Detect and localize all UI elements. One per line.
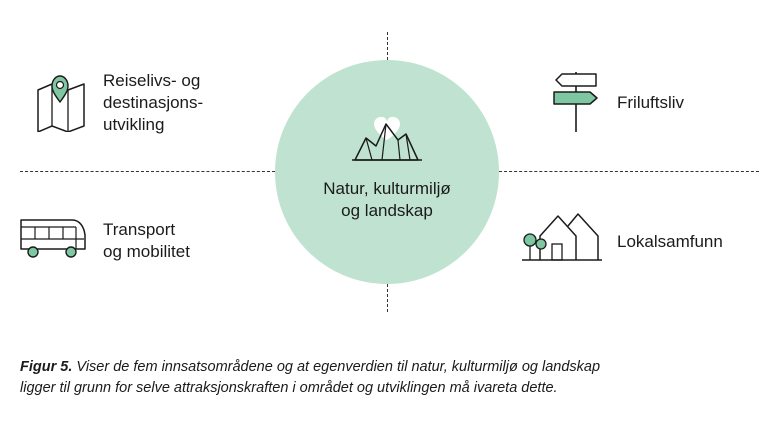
- signpost-icon: [550, 70, 602, 134]
- area-label-line: Reiselivs- og: [103, 71, 201, 90]
- center-circle: [275, 60, 499, 284]
- area-label-line: Transport: [103, 220, 176, 239]
- area-label-line: destinasjons-: [103, 93, 204, 112]
- figure-caption: [20, 357, 760, 399]
- center-label: [275, 178, 499, 222]
- area-label-line: og mobilitet: [103, 242, 190, 261]
- area-label-line: Friluftsliv: [617, 93, 685, 112]
- area-label-transport: [103, 219, 190, 263]
- divider-vertical-top: [387, 32, 388, 60]
- area-label-line: utvikling: [103, 115, 165, 134]
- houses-icon: [520, 208, 604, 262]
- area-label-line: Lokalsamfunn: [617, 232, 723, 251]
- area-label-lokalsamfunn: [617, 231, 723, 253]
- landscape-heart-icon: [350, 108, 424, 166]
- map-pin-icon: [34, 72, 88, 132]
- figure-label: Figur 5.: [20, 359, 73, 375]
- bus-icon: [18, 215, 88, 261]
- divider-vertical-bottom: [387, 284, 388, 312]
- divider-horizontal-left: [20, 171, 275, 172]
- area-label-reiseliv: [103, 70, 203, 136]
- caption-line1: Viser de fem innsatsområdene og at egenverdien til natur, kulturmiljø og landskap: [76, 359, 601, 375]
- center-label-line2: og landskap: [341, 201, 433, 220]
- divider-horizontal-right: [499, 171, 759, 172]
- center-label-line1: Natur, kulturmiljø: [323, 179, 451, 198]
- area-label-friluftsliv: [617, 92, 684, 114]
- caption-line2: ligger til grunn for selve attraksjonskraften i området og utviklingen må ivareta dette.: [20, 380, 558, 396]
